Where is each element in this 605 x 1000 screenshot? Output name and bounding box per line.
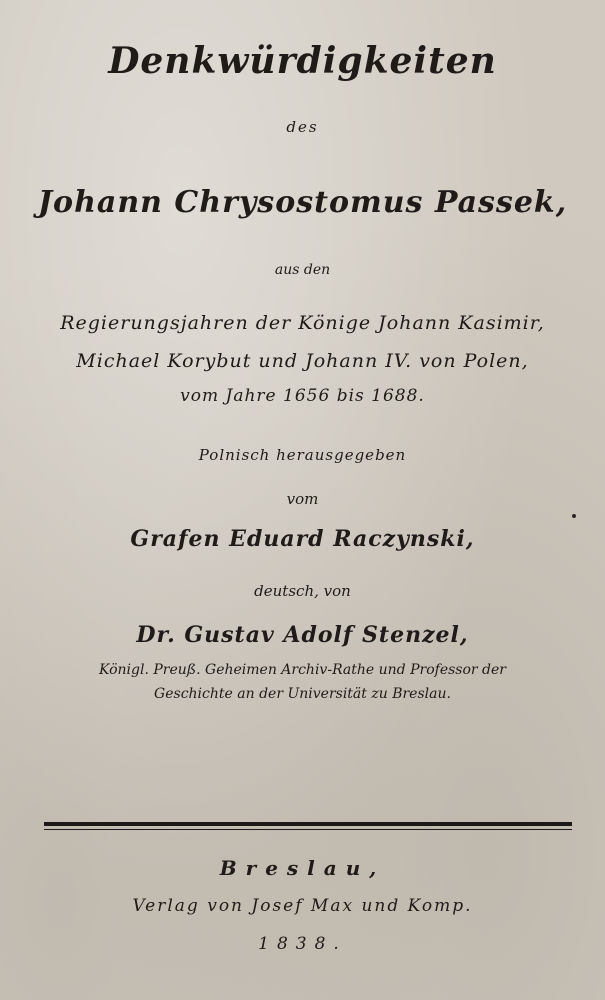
imprint-city: Breslau, [219, 856, 386, 880]
aus-den-line: aus den [274, 262, 331, 278]
des-line: des [286, 118, 319, 136]
imprint-year: 1838. [258, 934, 347, 954]
vom-line: vom [286, 490, 319, 508]
editor-name: Grafen Eduard Raczynski, [130, 526, 475, 552]
reign-line-2: Michael Korybut und Johann IV. von Polen, [76, 350, 529, 372]
ink-speck [572, 514, 576, 518]
polnisch-line: Polnisch herausgegeben [198, 446, 407, 464]
divider-thick [44, 822, 572, 826]
book-title: Denkwürdigkeiten [108, 40, 497, 82]
reign-line-3: vom Jahre 1656 bis 1688. [180, 386, 425, 406]
translator-name: Dr. Gustav Adolf Stenzel, [136, 622, 469, 648]
author-name: Johann Chrysostomus Passek, [37, 185, 568, 220]
reign-line-1: Regierungsjahren der Könige Johann Kasimir, [60, 312, 545, 334]
imprint-publisher: Verlag von Josef Max und Komp. [132, 896, 473, 916]
deutsch-von-line: deutsch, von [254, 582, 351, 600]
translator-title-line-1: Königl. Preuß. Geheimen Archiv-Rathe und Professor der [99, 662, 506, 678]
divider-thin [44, 829, 572, 830]
translator-title-line-2: Geschichte an der Universität zu Breslau. [154, 686, 451, 702]
